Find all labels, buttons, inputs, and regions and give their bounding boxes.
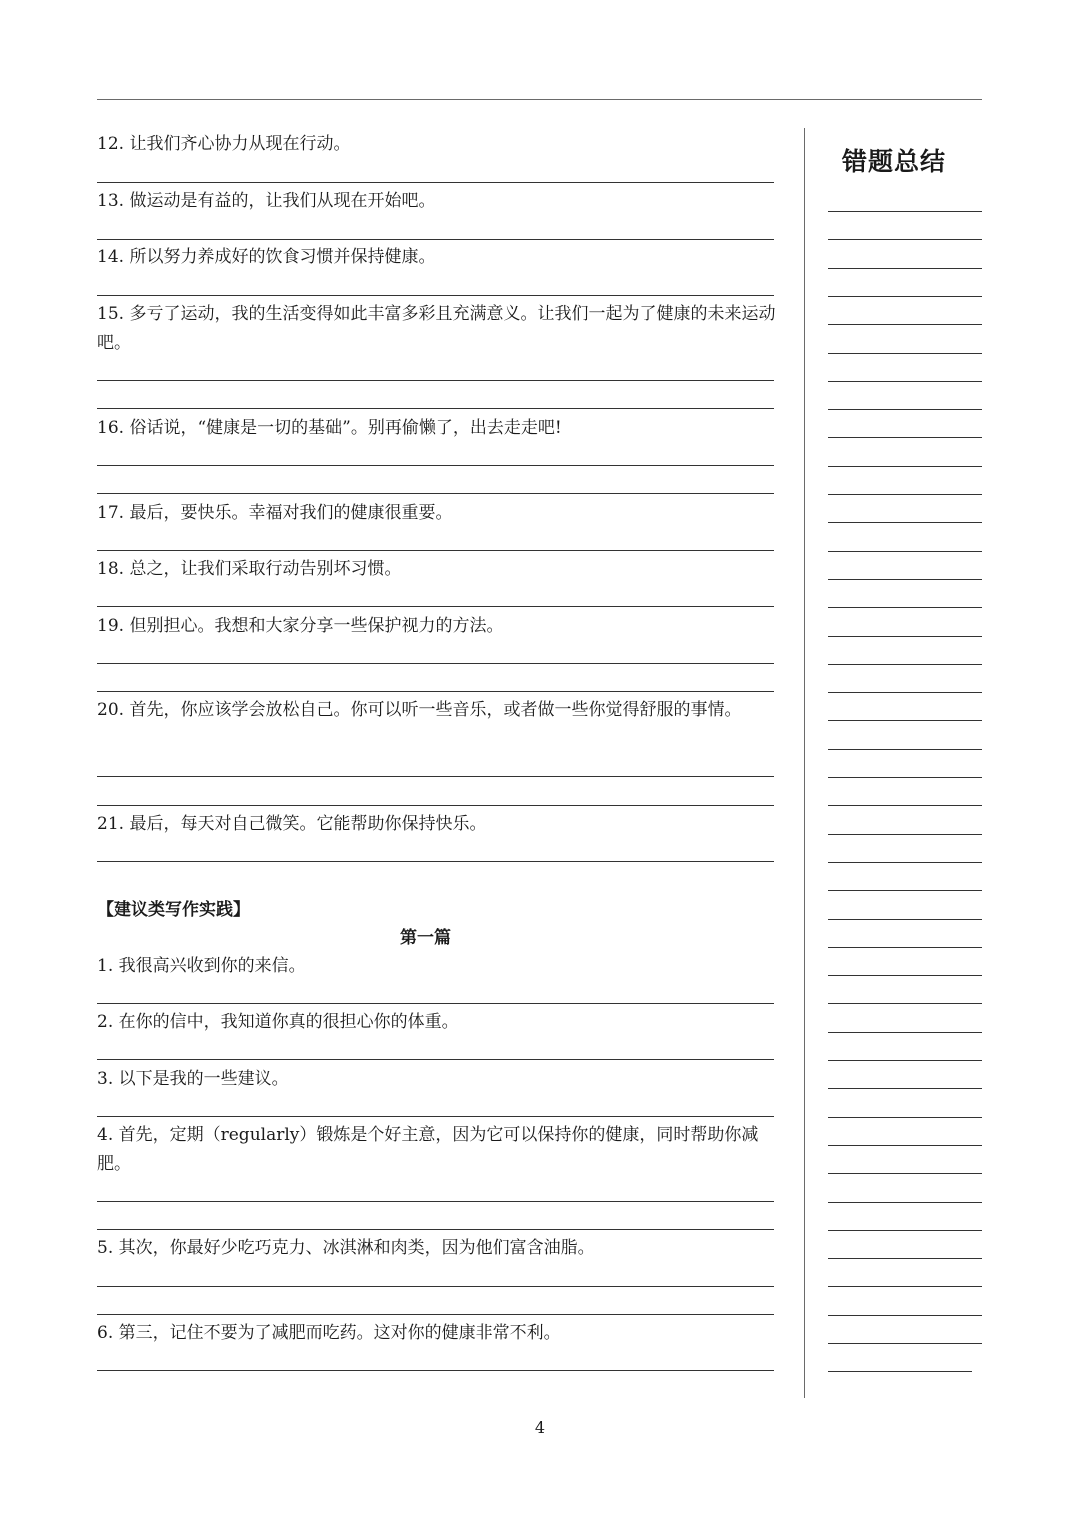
side-answer-line[interactable] (828, 211, 982, 212)
side-answer-line[interactable] (828, 834, 982, 835)
exercise-item-13: 13. 做运动是有益的，让我们从现在开始吧。 (97, 191, 436, 211)
side-answer-line[interactable] (828, 579, 982, 580)
side-answer-line[interactable] (828, 296, 982, 297)
answer-line[interactable] (97, 1116, 774, 1117)
side-answer-line[interactable] (828, 1315, 982, 1316)
answer-line[interactable] (97, 1003, 774, 1004)
answer-line[interactable] (97, 691, 774, 692)
side-answer-line[interactable] (828, 466, 982, 467)
side-answer-line[interactable] (828, 862, 982, 863)
answer-line[interactable] (97, 1059, 774, 1060)
answer-line[interactable] (97, 239, 774, 240)
side-answer-line[interactable] (828, 1286, 982, 1287)
exercise-item-17: 17. 最后，要快乐。幸福对我们的健康很重要。 (97, 503, 453, 523)
answer-line[interactable] (97, 1286, 774, 1287)
side-answer-line[interactable] (828, 1060, 982, 1061)
exercise-item-15: 15. 多亏了运动，我的生活变得如此丰富多彩且充满意义。让我们一起为了健康的未来运动吧。 (97, 304, 776, 353)
practice-item-6: 6. 第三，记住不要为了减肥而吃药。这对你的健康非常不利。 (97, 1323, 561, 1343)
practice-item-2: 2. 在你的信中，我知道你真的很担心你的体重。 (97, 1012, 459, 1032)
side-answer-line[interactable] (828, 1202, 982, 1203)
side-answer-line[interactable] (828, 1117, 982, 1118)
side-answer-line[interactable] (828, 381, 982, 382)
side-answer-line[interactable] (828, 636, 982, 637)
side-answer-line[interactable] (828, 1173, 982, 1174)
side-answer-line[interactable] (828, 353, 982, 354)
side-answer-line[interactable] (828, 494, 982, 495)
answer-line[interactable] (97, 493, 774, 494)
exercise-item-20: 20. 首先，你应该学会放松自己。你可以听一些音乐，或者做一些你觉得舒服的事情。 (97, 700, 742, 720)
side-answer-line[interactable] (828, 522, 982, 523)
column-divider (804, 128, 805, 1398)
side-answer-line[interactable] (828, 890, 982, 891)
side-answer-line[interactable] (828, 664, 982, 665)
side-answer-line[interactable] (828, 1032, 982, 1033)
side-answer-line[interactable] (828, 268, 982, 269)
side-answer-line[interactable] (828, 1343, 982, 1344)
page-number: 4 (534, 1418, 546, 1437)
answer-line[interactable] (97, 1201, 774, 1202)
answer-line[interactable] (97, 606, 774, 607)
side-answer-line[interactable] (828, 551, 982, 552)
side-answer-line[interactable] (828, 805, 982, 806)
side-answer-line[interactable] (828, 947, 982, 948)
side-answer-line[interactable] (828, 324, 982, 325)
side-answer-line[interactable] (828, 239, 982, 240)
side-answer-line[interactable] (828, 1230, 982, 1231)
exercise-item-12: 12. 让我们齐心协力从现在行动。 (97, 134, 351, 154)
side-answer-line[interactable] (828, 749, 982, 750)
section-heading: 【建议类写作实践】 (97, 900, 250, 920)
side-answer-line[interactable] (828, 975, 982, 976)
answer-line[interactable] (97, 1370, 774, 1371)
answer-line[interactable] (97, 182, 774, 183)
side-answer-line[interactable] (828, 919, 982, 920)
exercise-item-18: 18. 总之，让我们采取行动告别坏习惯。 (97, 559, 402, 579)
side-answer-line[interactable] (828, 437, 982, 438)
side-answer-line[interactable] (828, 607, 982, 608)
answer-line[interactable] (97, 663, 774, 664)
answer-line[interactable] (97, 465, 774, 466)
side-answer-line[interactable] (828, 692, 982, 693)
side-answer-line[interactable] (828, 720, 982, 721)
side-answer-line[interactable] (828, 409, 982, 410)
answer-line[interactable] (97, 805, 774, 806)
side-answer-line[interactable] (828, 1371, 972, 1372)
side-answer-line[interactable] (828, 1003, 982, 1004)
exercise-item-19: 19. 但别担心。我想和大家分享一些保护视力的方法。 (97, 616, 504, 636)
answer-line[interactable] (97, 1229, 774, 1230)
side-answer-line[interactable] (828, 1088, 982, 1089)
answer-line[interactable] (97, 550, 774, 551)
exercise-item-21: 21. 最后，每天对自己微笑。它能帮助你保持快乐。 (97, 814, 487, 834)
top-rule (97, 99, 982, 100)
answer-line[interactable] (97, 776, 774, 777)
side-title: 错题总结 (842, 147, 947, 176)
answer-line[interactable] (97, 408, 774, 409)
practice-item-3: 3. 以下是我的一些建议。 (97, 1069, 289, 1089)
practice-item-4: 4. 首先，定期（regularly）锻炼是个好主意，因为它可以保持你的健康，同时帮助你减肥。 (97, 1125, 759, 1174)
side-answer-line[interactable] (828, 1145, 982, 1146)
exercise-item-16: 16. 俗话说，“健康是一切的基础”。别再偷懒了，出去走走吧! (97, 418, 562, 438)
section-subheading: 第一篇 (400, 928, 451, 948)
answer-line[interactable] (97, 1314, 774, 1315)
exercise-item-14: 14. 所以努力养成好的饮食习惯并保持健康。 (97, 247, 436, 267)
practice-item-5: 5. 其次，你最好少吃巧克力、冰淇淋和肉类，因为他们富含油脂。 (97, 1238, 595, 1258)
side-answer-line[interactable] (828, 777, 982, 778)
answer-line[interactable] (97, 861, 774, 862)
practice-item-1: 1. 我很高兴收到你的来信。 (97, 956, 306, 976)
side-answer-line[interactable] (828, 1258, 982, 1259)
answer-line[interactable] (97, 380, 774, 381)
answer-line[interactable] (97, 295, 774, 296)
